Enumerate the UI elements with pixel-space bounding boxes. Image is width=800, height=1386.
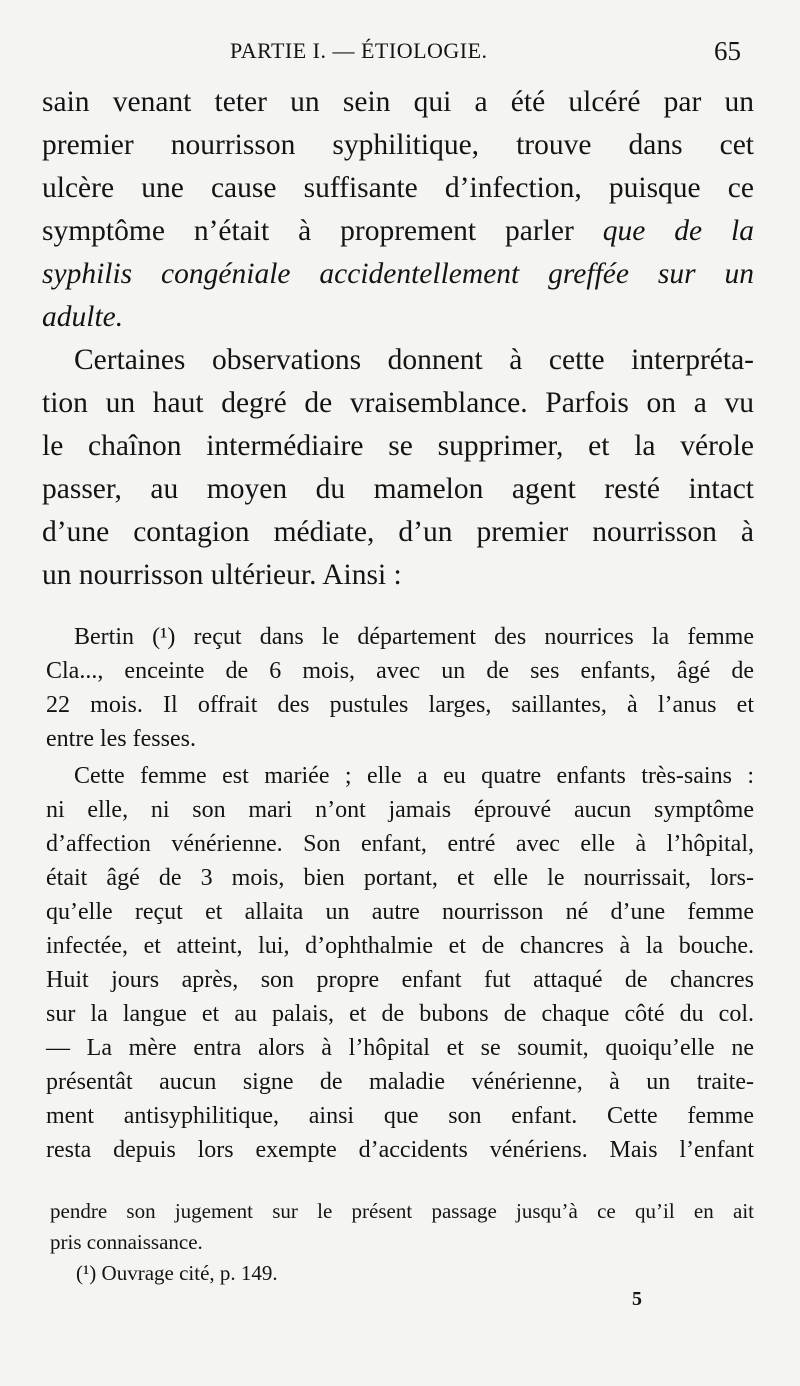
text-line: ulcère une cause suffisante d’infection, puisque ce [42,172,754,204]
small-text-line: Bertin (¹) reçut dans le département des nourrices la femme [74,624,754,650]
text-line: sain venant teter un sein qui a été ulcéré par un [42,86,754,118]
italic-line: syphilis congéniale accidentellement greffée sur un [42,258,754,290]
small-text-line: entre les fesses. [46,726,196,752]
small-text-line: resta depuis lors exempte d’accidents vénériens. Mais l’enfant [46,1137,754,1163]
footnote-1: (¹) Ouvrage cité, p. 149. [76,1261,278,1285]
text-line: un nourrisson ultérieur. Ainsi : [42,559,402,591]
small-text-line: était âgé de 3 mois, bien portant, et elle le nourrissait, lors- [46,865,754,891]
small-text-line: — La mère entra alors à l’hôpital et se soumit, quoiqu’elle ne [46,1035,754,1061]
small-text-line: ni elle, ni son mari n’ont jamais éprouvé aucun symptôme [46,797,754,823]
text-run: symptôme n’était à proprement parler [42,215,603,247]
footnote-line: pris connaissance. [50,1230,203,1254]
text-line: premier nourrisson syphilitique, trouve dans cet [42,129,754,161]
italic-line: adulte. [42,301,124,333]
text-line: passer, au moyen du mamelon agent resté intact [42,473,754,505]
text-line: tion un haut degré de vraisemblance. Parfois on a vu [42,387,754,419]
small-text-line: ment antisyphilitique, ainsi que son enfant. Cette femme [46,1103,754,1129]
page-header [0,38,800,72]
small-text-line: d’affection vénérienne. Son enfant, entré avec elle à l’hôpital, [46,831,754,857]
small-text-line: sur la langue et au palais, et de bubons de chaque côté du col. [46,1001,754,1027]
page-number: 65 [714,36,741,66]
italic-run: que de la [602,215,754,247]
small-text-line: Huit jours après, son propre enfant fut attaqué de chancres [46,967,754,993]
small-text-line: Cla..., enceinte de 6 mois, avec un de ses enfants, âgé de [46,658,754,684]
text-line: le chaînon intermédiaire se supprimer, et la vérole [42,430,754,462]
small-text-line: infectée, et atteint, lui, d’ophthalmie et de chancres à la bouche. [46,933,754,959]
text-line: d’une contagion médiate, d’un premier nourrisson à [42,516,754,548]
text-line [42,210,754,252]
small-text-line: présentât aucun signe de maladie vénérienne, à un traite- [46,1069,754,1095]
small-text-line: Cette femme est mariée ; elle a eu quatre enfants très-sains : [74,763,754,789]
footnote-line: pendre son jugement sur le présent passage jusqu’à ce qu’il en ait [50,1199,754,1223]
signature-mark: 5 [632,1288,642,1310]
text-line: Certaines observations donnent à cette interpréta- [74,344,754,376]
running-head: PARTIE I. — ÉTIOLOGIE. [230,38,488,63]
small-text-line: 22 mois. Il offrait des pustules larges, saillantes, à l’anus et [46,692,754,718]
small-text-line: qu’elle reçut et allaita un autre nourrisson né d’une femme [46,899,754,925]
